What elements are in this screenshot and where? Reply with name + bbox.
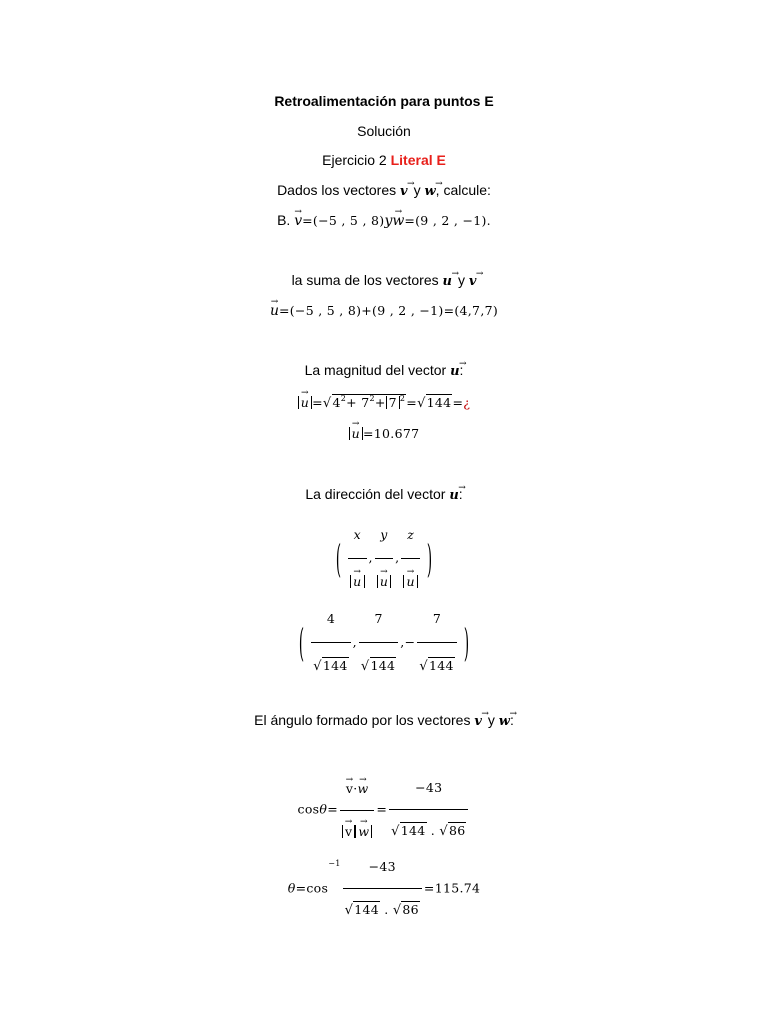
fraction-7: $\frac{7}{√144}$ [359,597,398,689]
theta-result: =115.74 [423,880,481,896]
numerator-x: x [353,527,362,542]
numerator-7: 7 [374,611,383,626]
v-vector: v → [345,825,352,838]
vector-v-symbol: v → [474,713,482,731]
equals: = [452,395,464,410]
y-word: y [384,213,393,229]
plus: + [374,395,386,410]
vector-u-symbol: u → [450,363,459,381]
numerator-7: 7 [432,611,442,626]
angle-colon: : [510,712,514,728]
angle-y: y [487,712,499,728]
numerator-4: 4 [326,611,336,626]
theta: θ [287,880,296,896]
magnitude-colon: : [459,362,464,378]
direction-heading [0,485,768,505]
direction-colon: : [458,486,463,502]
cos-label: cos [297,801,320,817]
sqrt-value: 144 [426,395,452,410]
fraction-x [348,513,366,604]
fraction-y [375,513,393,604]
exercise-label [0,151,768,169]
angle-heading [0,711,768,731]
magnitude-result [0,425,768,443]
denominator-144: 144 [370,658,396,673]
vector-u-symbol: u → [449,487,458,505]
magnitude-heading [0,361,768,381]
numerator-value: −43 [415,780,443,795]
fraction-theta: $\frac{-43}{√144 . √86}$ [343,847,422,931]
sum-heading [0,271,768,291]
fraction-dot-product [340,769,374,852]
given-prefix: Dados los vectores [277,182,401,198]
abs-u [298,396,312,409]
separator: . [379,902,393,917]
v-value: =(−5 , 5 , 8) [302,213,385,228]
abs-u [349,427,363,440]
sqrt-144: √144 [417,395,452,411]
inverse-exponent: −1 [328,859,341,868]
sum-equation [0,301,768,320]
sum-y: y [457,272,469,288]
u-italic: u → [270,302,279,320]
fraction-4: $\frac{4}{√144}$ [311,597,350,689]
angle-heading-text: El ángulo formado por los vectores [254,712,475,728]
separator: . [426,823,440,838]
denominator-b: 86 [402,902,419,917]
numerator-y: y [380,527,388,542]
vector-w-symbol: w → [499,713,510,731]
denominator-144: 144 [428,658,454,673]
u-italic: u → [380,575,388,588]
theta-equation [0,847,768,931]
vectors-definition-line [0,211,768,230]
u-italic: u → [352,427,360,440]
numerator-value: −43 [368,859,396,874]
w-vector: w → [358,769,369,809]
vector-u-symbol: u → [443,273,452,291]
equals: = [327,801,338,817]
given-suffix: , calcule: [435,182,491,198]
sum-value: =(−5 , 5 , 8)+(9 , 2 , −1)=(4,7,7) [278,303,499,318]
denominator-a: 144 [354,902,379,917]
magnitude-equation [0,393,768,413]
vector-v-symbol: v → [469,273,477,291]
magnitude-value: =10.677 [363,426,420,441]
exercise-prefix: Ejercicio 2 [322,152,391,168]
w-vector: w → [358,825,369,838]
equals: = [406,395,418,410]
abs-c: 7 [386,396,400,409]
u-italic: u → [353,575,361,588]
w-value: =(9 , 2 , −1). [404,213,491,228]
unknown-symbol: ¿ [463,395,471,410]
vector-v-symbol: v → [400,183,408,201]
magnitude-heading-text: La magnitud del vector [304,362,451,378]
denominator-a: 144 [400,823,426,838]
cos-label: =cos [295,880,329,896]
given-vectors-line [0,181,768,201]
v-italic: v → [294,212,302,230]
direction-numeric: ( $\frac{4}{√144}$ , $\frac{7}{√144}$ ,− $\frac{7}{√144}$ ) [0,597,768,689]
numerator-z: z [407,527,415,542]
equals: = [376,801,388,817]
minus: − [404,634,416,650]
dot-operator: · [353,780,358,796]
document-title: Retroalimentación para puntos E [274,93,494,109]
direction-general: ( $\frac{x}{u}$ → , $\frac{y}{u}$ → , $\frac{z}{u}$ → ) [0,513,768,604]
sqrt-expression: $√4^2+ 7^2+ 7$ $^2$ [322,394,406,411]
given-y: y [413,182,425,198]
fraction-neg-7: $\frac{7}{√144}$ [417,597,456,689]
comma: , [400,634,405,650]
solution-label: Solución [357,123,411,139]
fraction-z [401,513,419,604]
exponent-b: 2 [369,394,375,403]
fraction-cos-value: $\frac{-43}{√144 . √86}$ [389,768,468,852]
equals: = [312,395,323,410]
exercise-literal: Literal E [390,152,446,168]
radicand-a: 4 [332,395,341,410]
comma: , [368,550,373,565]
comma: , [395,550,400,565]
direction-heading-text: La dirección del vector [305,486,450,502]
denominator-144: 144 [322,658,348,673]
cos-equation [0,768,768,852]
exponent-c: 2 [399,394,406,403]
theta: θ [319,801,328,817]
u-italic: u → [406,575,414,588]
item-b-prefix: B. [277,212,295,228]
denominator-b: 86 [448,823,466,838]
sum-heading-text: la suma de los vectores [291,272,443,288]
w-italic: w → [392,212,404,230]
vector-w-symbol: w → [424,183,435,201]
comma: , [352,634,357,650]
u-italic: u → [301,396,309,409]
v-vector: v → [346,769,353,809]
plus-term-b: + 7 [346,395,370,410]
exponent-a: 2 [340,394,347,403]
